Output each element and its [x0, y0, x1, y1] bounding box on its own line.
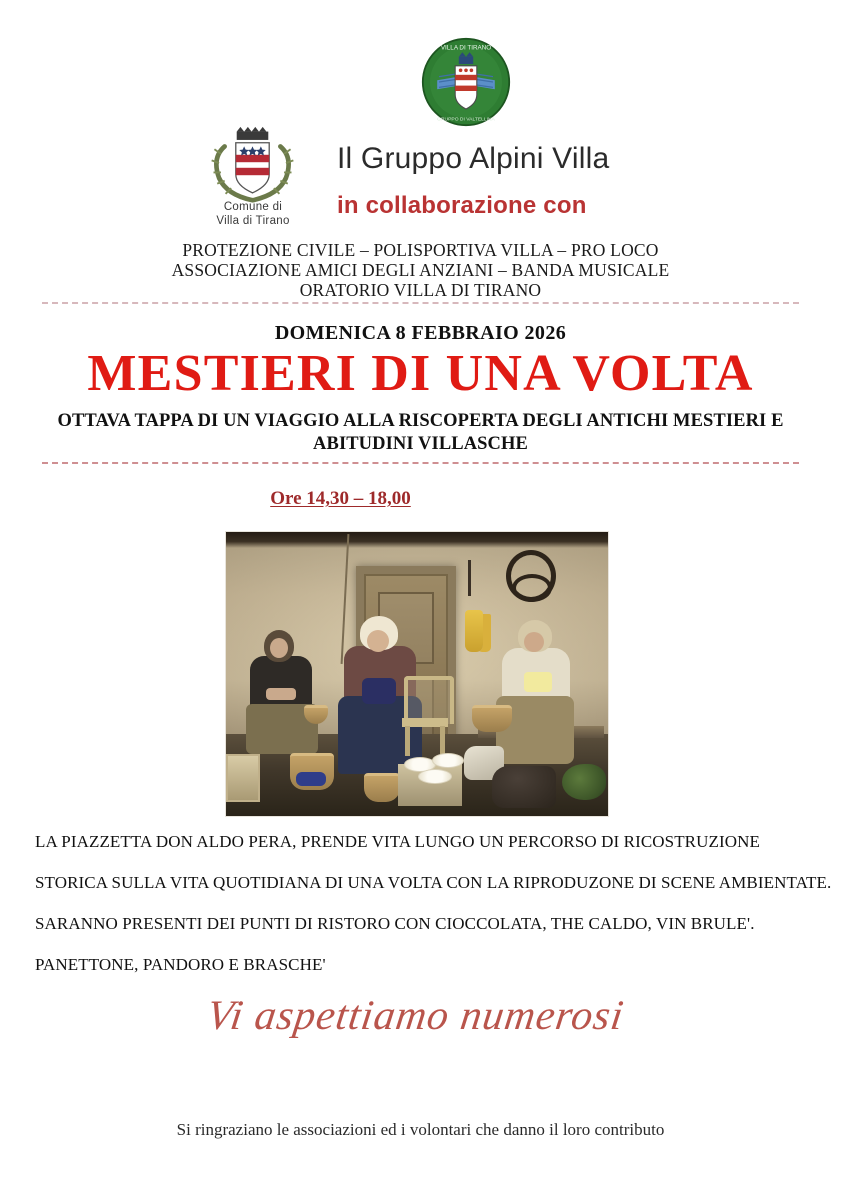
association-line: ASSOCIAZIONE AMICI DEGLI ANZIANI – BANDA MUSICALE	[171, 260, 670, 280]
event-subtitle	[45, 410, 796, 456]
body-paragraph: SARANNO PRESENTI DEI PUNTI DI RISTORO CON CIOCCOLATA, THE CALDO, VIN BRULE'.	[35, 914, 755, 933]
alpini-emblem-icon	[421, 37, 511, 127]
figure-hands-knitting	[362, 678, 396, 704]
footer-note: Si ringraziano le associazioni ed i volontari che danno il loro contributo	[176, 1120, 665, 1139]
food-plate	[432, 753, 464, 768]
collaboration-label: in collaborazione con	[337, 192, 587, 219]
subtitle-line1: OTTAVA TAPPA DI UN VIAGGIO ALLA RISCOPERTA DEGLI ANTICHI MESTIERI E	[57, 411, 784, 431]
page-title: MESTIERI DI UNA VOLTA	[87, 345, 754, 402]
wicker-basket	[472, 705, 512, 732]
comune-caption	[188, 200, 318, 228]
wall-hook-icon	[468, 560, 471, 596]
ceiling-beam	[226, 532, 608, 548]
svg-text:VILLA DI TIRANO: VILLA DI TIRANO	[440, 44, 492, 52]
association-line: PROTEZIONE CIVILE – POLISPORTIVA VILLA – PRO LOCO	[182, 240, 659, 260]
wicker-basket	[364, 773, 400, 802]
green-foliage	[562, 764, 606, 800]
event-time	[0, 488, 841, 510]
chair-back	[404, 676, 454, 724]
comune-caption-line1: Comune di	[223, 201, 283, 213]
figure-face	[367, 630, 389, 652]
chair-leg	[440, 726, 445, 756]
closing-message: Vi aspettiamo numerosi	[204, 993, 627, 1039]
body-paragraph: PANETTONE, PANDORO E BRASCHE'	[35, 955, 326, 974]
wooden-crate	[226, 754, 260, 802]
wicker-basket	[304, 705, 328, 724]
body-text	[35, 832, 832, 996]
figure-knitting-woman-left	[244, 630, 322, 758]
subtitle-line2: ABITUDINI VILLASCHE	[313, 434, 528, 454]
association-list	[0, 240, 841, 300]
body-paragraph: STORICA SULLA VITA QUOTIDIANA DI UNA VOLTA CON LA RIPRODUZONE DI SCENE AMBIENTATE.	[35, 873, 832, 892]
photo-scene	[226, 532, 608, 816]
event-date: DOMENICA 8 FEBBRAIO 2026	[274, 322, 567, 344]
wooden-chair	[402, 676, 448, 754]
food-plate	[418, 769, 452, 784]
chair-leg	[405, 726, 410, 756]
wall-ring-icon	[512, 574, 552, 602]
organization-name: Il Gruppo Alpini Villa	[337, 142, 610, 175]
divider-top	[42, 302, 799, 304]
divider-bottom	[42, 462, 799, 464]
figure-hands-knitting	[524, 672, 552, 692]
body-paragraph: LA PIAZZETTA DON ALDO PERA, PRENDE VITA LUNGO UN PERCORSO DI RICOSTRUZIONE	[35, 832, 760, 851]
event-time-value: Ore 14,30 – 18,00	[270, 488, 411, 509]
figure-face	[524, 632, 544, 652]
hanging-corn	[465, 610, 483, 652]
figure-hands-knitting	[266, 688, 296, 700]
svg-text:GRUPPO DI VALTELLINA: GRUPPO DI VALTELLINA	[437, 117, 495, 123]
figure-face	[270, 638, 288, 658]
basket-blue-cloth	[296, 772, 326, 786]
comune-coat-of-arms-icon	[205, 126, 300, 204]
historical-reenactment-photo	[225, 531, 609, 817]
poster-header	[0, 0, 841, 240]
association-line: ORATORIO VILLA DI TIRANO	[299, 280, 542, 300]
dark-sack-pile	[492, 766, 556, 808]
figure-knitting-woman-right	[494, 620, 580, 768]
comune-caption-line2: Villa di Tirano	[216, 215, 290, 227]
